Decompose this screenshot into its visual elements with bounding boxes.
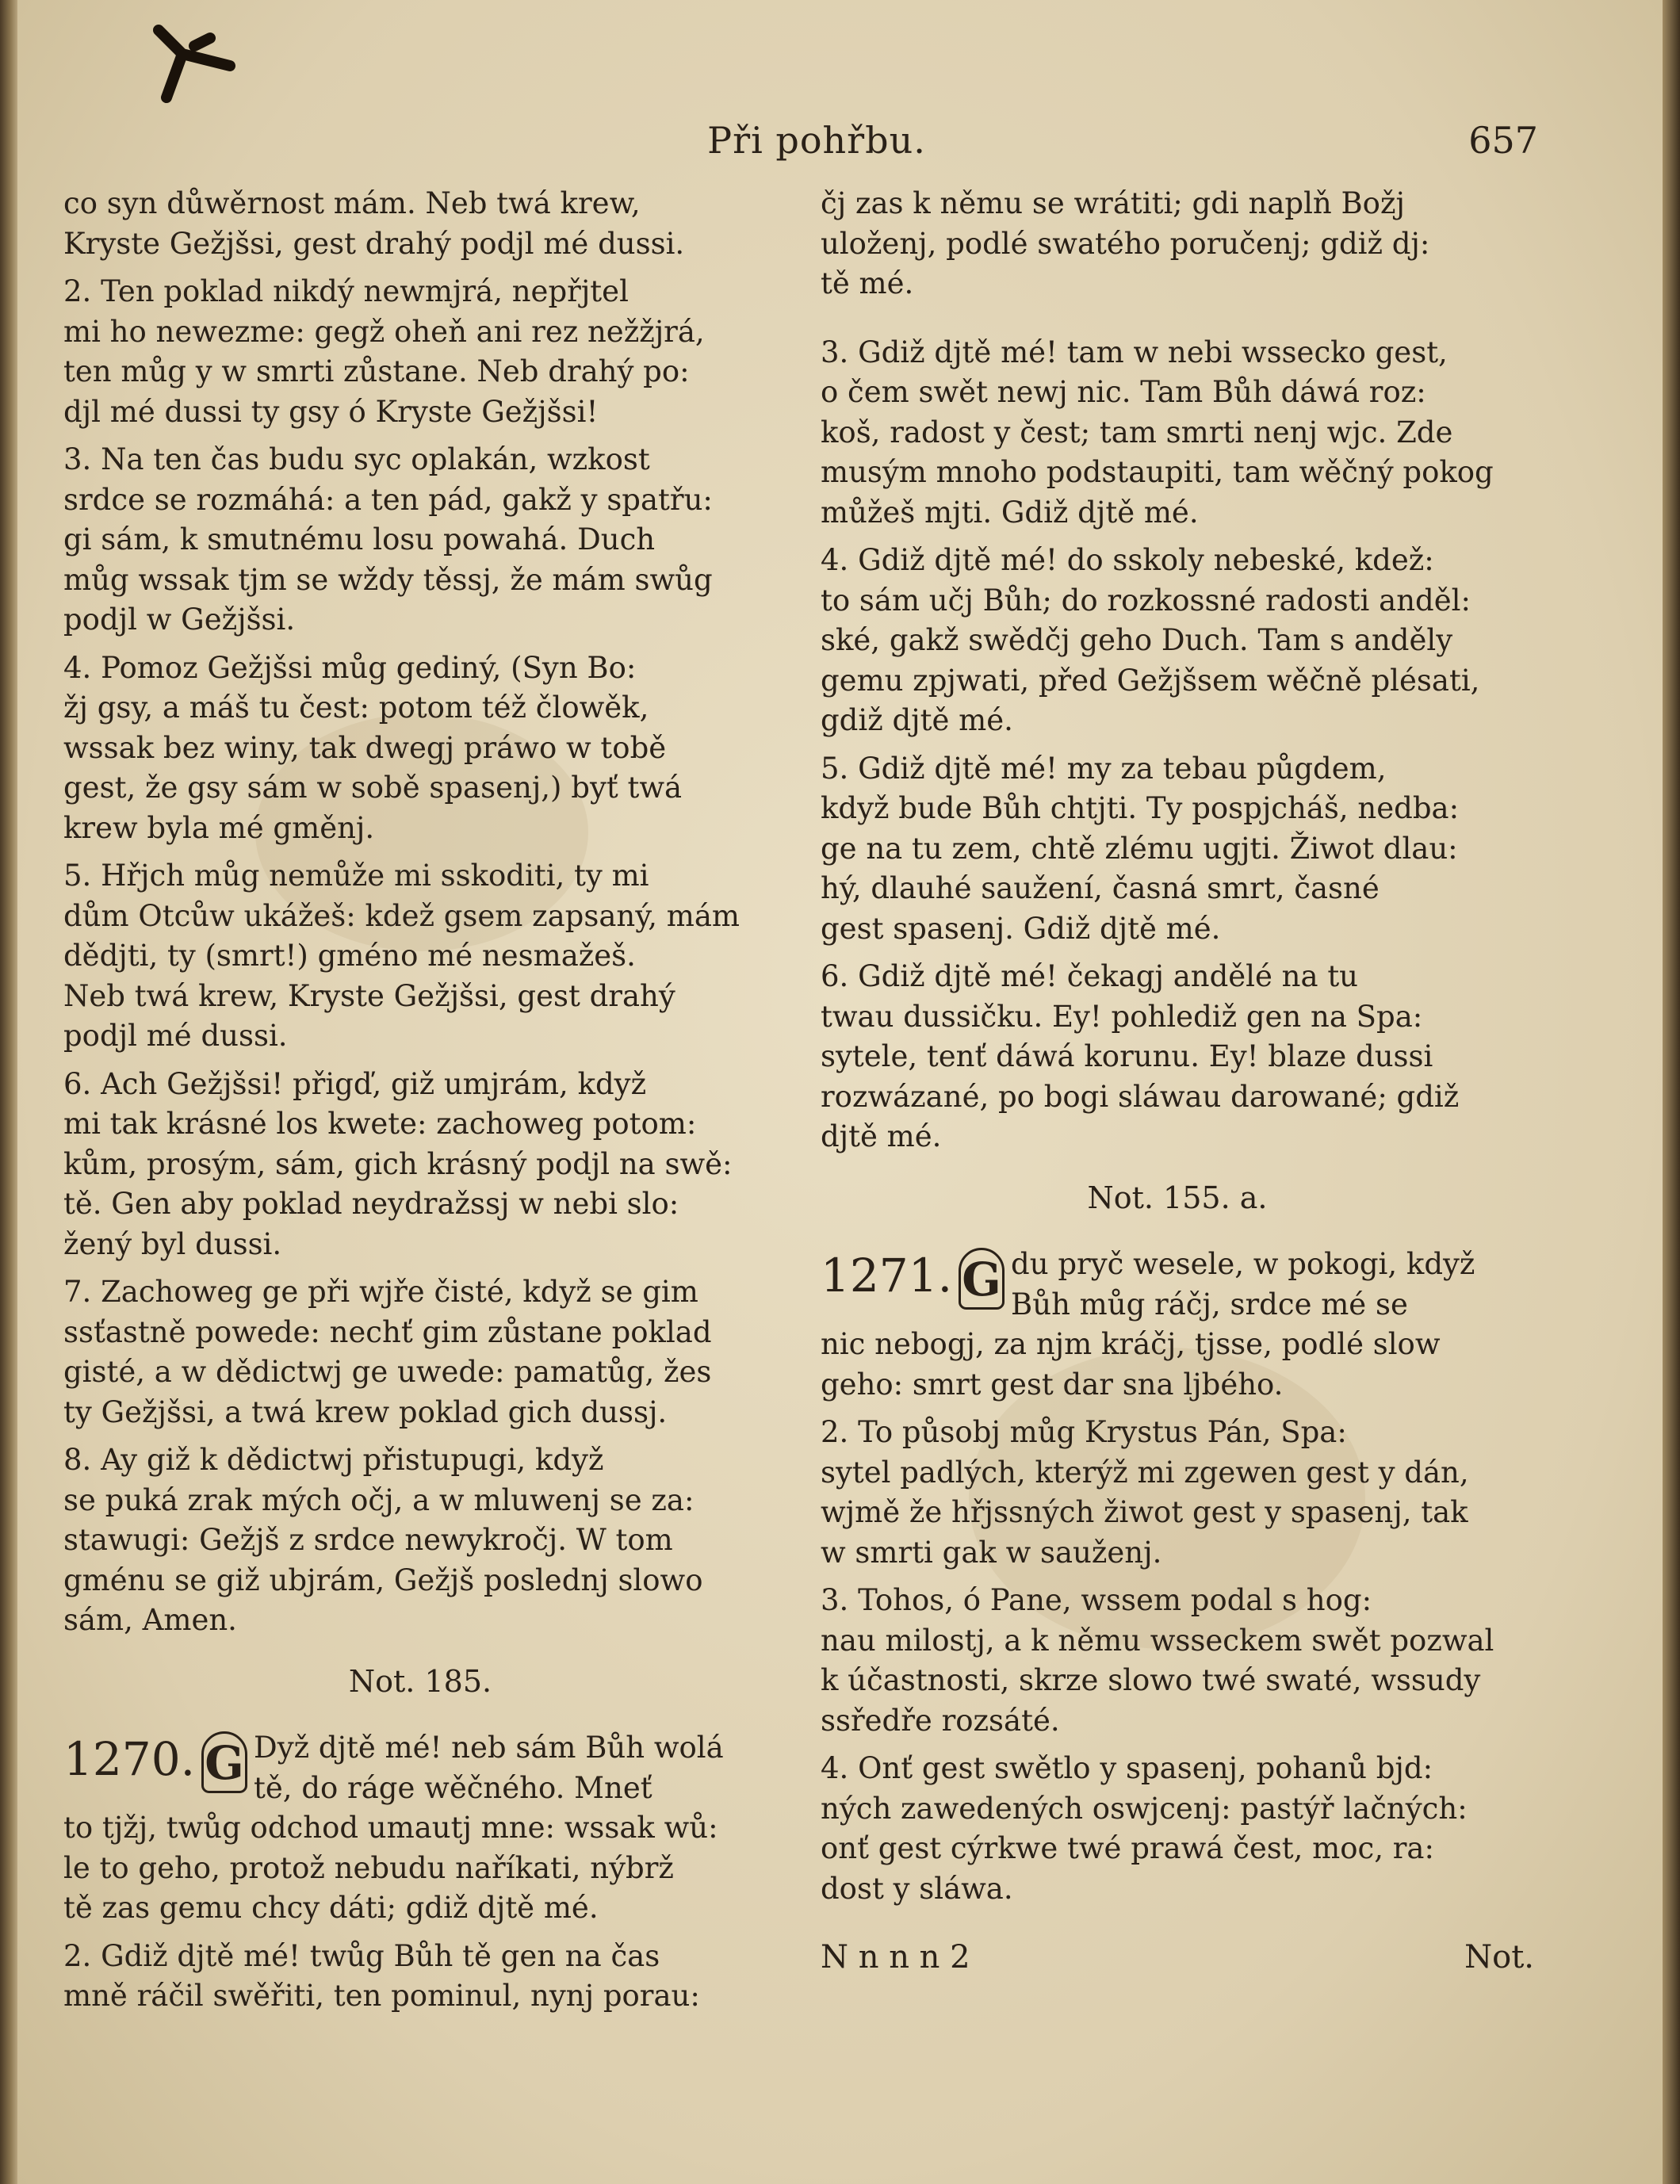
text-line: srdce se rozmáhá: a ten pád, gakž y spatřu: [63, 482, 713, 517]
text-line: 3. Gdiž djtě mé! tam w nebi wssecko gest, [821, 335, 1448, 369]
hymn-number: 1270. [63, 1732, 196, 1786]
text-line: se puká zrak mých očj, a w mluwenj se za: [63, 1482, 695, 1517]
text-line: koš, radost y čest; tam smrti nenj wjc. Zde [821, 415, 1453, 449]
text-line: du pryč wesele, w pokogi, když [1011, 1247, 1475, 1281]
text-line: žený byl dussi. [63, 1226, 282, 1261]
text-line: sytele, tenť dáwá korunu. Ey! blaze dussi [821, 1039, 1433, 1073]
hymn-verses [63, 184, 777, 264]
text-line: gisté, a w dědictwj ge uwede: pamatůg, žes [63, 1355, 712, 1389]
text-line: 4. Onť gest swětlo y spasenj, pohanů bjd: [821, 1751, 1433, 1785]
ink-mark-icon [135, 22, 246, 109]
right-column [821, 184, 1534, 1978]
verse [63, 272, 777, 432]
text-line: dům Otcůw ukážeš: kdež gsem zapsaný, mám [63, 898, 740, 933]
text-line: tě, do ráge wěčného. Mneť [254, 1770, 652, 1805]
text-line: stawugi: Gežjš z srdce newykročj. W tom [63, 1523, 673, 1557]
verse [821, 333, 1534, 534]
text-line: 4. Pomoz Gežjšsi můg gediný, (Syn Bo: [63, 650, 637, 685]
verse [63, 648, 777, 849]
text-line: tě mé. [821, 266, 914, 300]
text-line: djtě mé. [821, 1119, 942, 1153]
text-line: twau dussičku. Ey! pohlediž gen na Spa: [821, 999, 1423, 1034]
text-line: můg wssak tjm se wždy těssj, že mám swůg [63, 562, 713, 597]
left-column [63, 184, 777, 2025]
text-line: mi ho newezme: gegž oheň ani rez nežžjrá, [63, 314, 705, 349]
text-line: 2. Ten poklad nikdý newmjrá, nepřjtel [63, 274, 629, 308]
text-line: geho: smrt gest dar sna ljbého. [821, 1367, 1284, 1402]
text-line: Dyž djtě mé! neb sám Bůh wolá [254, 1731, 724, 1765]
text-line: gemu zpjwati, před Gežjšsem wěčně plésati, [821, 663, 1480, 698]
text-line: gest, že gsy sám w sobě spasenj,) byť twá [63, 771, 683, 805]
hymn-number: 1271. [821, 1249, 953, 1302]
verse [821, 541, 1534, 741]
text-line: čj zas k němu se wrátiti; gdi naplň Božj [821, 186, 1405, 220]
text-line: rozwázané, po bogi sláwau darowané; gdiž [821, 1079, 1460, 1114]
text-line: Bůh můg ráčj, srdce mé se [1011, 1287, 1408, 1321]
text-line: nic nebogj, za njm kráčj, tjsse, podlé slow [821, 1327, 1441, 1361]
verse [821, 1581, 1534, 1741]
text-line: žj gsy, a máš tu čest: potom též člowěk, [63, 690, 649, 725]
drop-cap-initial: G [201, 1731, 247, 1793]
text-line: můžeš mjti. Gdiž djtě mé. [821, 495, 1199, 530]
text-line: k účastnosti, skrze slowo twé swaté, wssudy [821, 1663, 1481, 1697]
text-line: musým mnoho podstaupiti, tam wěčný pokog [821, 455, 1494, 489]
text-line: sám, Amen. [63, 1603, 237, 1637]
text-line: tě zas gemu chcy dáti; gdiž djtě mé. [63, 1891, 599, 1925]
text-line: dost y sláwa. [821, 1871, 1013, 1906]
text-line: 2. Gdiž djtě mé! twůg Bůh tě gen na čas [63, 1938, 660, 1973]
text-line: ssťastně powede: nechť gim zůstane poklad [63, 1314, 712, 1349]
text-line: hý, dlauhé saužení, časná smrt, časné [821, 871, 1380, 905]
verse [821, 957, 1534, 1157]
text-line: djl mé dussi ty gsy ó Kryste Gežjšsi! [63, 394, 599, 429]
text-line: co syn důwěrnost mám. Neb twá krew, [63, 186, 641, 220]
text-line: onť gest cýrkwe twé prawá čest, moc, ra: [821, 1831, 1434, 1865]
verse [63, 1065, 777, 1265]
text-line: 2. To působj můg Krystus Pán, Spa: [821, 1415, 1347, 1449]
signature-mark: N n n n 2 [821, 1939, 970, 1976]
text-line: w smrti gak w sauženj. [821, 1535, 1162, 1570]
verse [63, 440, 777, 641]
text-line: když bude Bůh chtjti. Ty pospjcháš, nedba: [821, 791, 1460, 825]
verse [63, 1440, 777, 1641]
text-line: Kryste Gežjšsi, gest drahý podjl mé dussi. [63, 226, 685, 261]
text-line: wjmě že hřjssných žiwot gest y spasenj, tak [821, 1495, 1468, 1529]
text-line: Neb twá krew, Kryste Gežjšsi, gest drahý [63, 978, 675, 1013]
text-line: uloženj, podlé swatého poručenj; gdiž dj: [821, 226, 1430, 261]
hymn-1271 [821, 1245, 1534, 1405]
text-line: ge na tu zem, chtě zlému ugjti. Žiwot dlau: [821, 831, 1458, 866]
text-line: le to geho, protož nebudu naříkati, nýbrž [63, 1850, 674, 1885]
text-line: gménu se giž ubjrám, Gežjš poslednj slowo [63, 1562, 703, 1597]
text-line: 6. Gdiž djtě mé! čekagj andělé na tu [821, 959, 1359, 993]
text-line: o čem swět newj nic. Tam Bůh dáwá roz: [821, 375, 1426, 409]
text-line: ných zawedených oswjcenj: pastýř lačných: [821, 1791, 1468, 1826]
text-line: 3. Tohos, ó Pane, wssem podal s hog: [821, 1583, 1372, 1617]
verse [63, 1937, 777, 2017]
text-line: 8. Ay giž k dědictwj přistupugi, když [63, 1443, 604, 1477]
text-line: ten můg y w smrti zůstane. Neb drahý po: [63, 354, 690, 388]
text-line: to tjžj, twůg odchod umautj mne: wssak wů: [63, 1811, 718, 1845]
verse [63, 856, 777, 1057]
text-line: podjl mé dussi. [63, 1019, 288, 1053]
text-line: podjl w Gežjšsi. [63, 602, 296, 637]
text-line: 5. Hřjch můg nemůže mi sskoditi, ty mi [63, 859, 649, 893]
text-line: dědjti, ty (smrt!) gméno mé nesmažeš. [63, 939, 636, 973]
verse [821, 1413, 1534, 1573]
book-spine [0, 0, 17, 2184]
hymn-1270 [63, 1728, 777, 1929]
text-line: ské, gakž swědčj geho Duch. Tam s anděly [821, 623, 1453, 657]
drop-cap-initial: G [959, 1248, 1005, 1310]
text-line: sytel padlých, kterýž mi zgewen gest y dán, [821, 1455, 1469, 1490]
page-number: 657 [1468, 119, 1538, 162]
text-line: nau milostj, a k němu wsseckem swět pozwal [821, 1623, 1494, 1658]
text-line: to sám učj Bůh; do rozkossné radosti anděl: [821, 583, 1471, 618]
tune-label: Not. 185. [348, 1663, 492, 1699]
text-line: 4. Gdiž djtě mé! do sskoly nebeské, kdež: [821, 543, 1434, 577]
verse [63, 1272, 777, 1432]
tune-label: Not. 155. a. [1087, 1180, 1268, 1215]
text-line: gi sám, k smutnému losu powahá. Duch [63, 522, 656, 557]
text-line: gest spasenj. Gdiž djtě mé. [821, 911, 1221, 946]
text-line: kům, prosým, sám, gich krásný podjl na swě: [63, 1146, 733, 1181]
page-footer [821, 1937, 1534, 1978]
verse [821, 749, 1534, 950]
page-edge [1663, 0, 1680, 2184]
verse [821, 184, 1534, 304]
text-line: gdiž djtě mé. [821, 703, 1013, 737]
text-line: krew byla mé gměnj. [63, 810, 375, 845]
text-line: ssředře rozsáté. [821, 1703, 1060, 1738]
verse [821, 1749, 1534, 1909]
text-line: wssak bez winy, tak dwegj práwo w tobě [63, 730, 667, 765]
text-line: 7. Zachoweg ge při wjře čisté, když se gim [63, 1275, 698, 1309]
running-head: Při pohřbu. [707, 119, 926, 162]
text-line: mně ráčil swěřiti, ten pominul, nynj porau: [63, 1979, 700, 2013]
text-line: mi tak krásné los kwete: zachoweg potom: [63, 1107, 697, 1141]
text-line: 5. Gdiž djtě mé! my za tebau půgdem, [821, 751, 1387, 786]
text-line: 3. Na ten čas budu syc oplakán, wzkost [63, 442, 650, 476]
catchword: Not. [1464, 1939, 1534, 1976]
text-line: ty Gežjšsi, a twá krew poklad gich dussj. [63, 1394, 668, 1429]
text-line: tě. Gen aby poklad neydražssj w nebi slo: [63, 1187, 679, 1221]
text-line: 6. Ach Gežjšsi! přigď, giž umjrám, když [63, 1066, 647, 1101]
